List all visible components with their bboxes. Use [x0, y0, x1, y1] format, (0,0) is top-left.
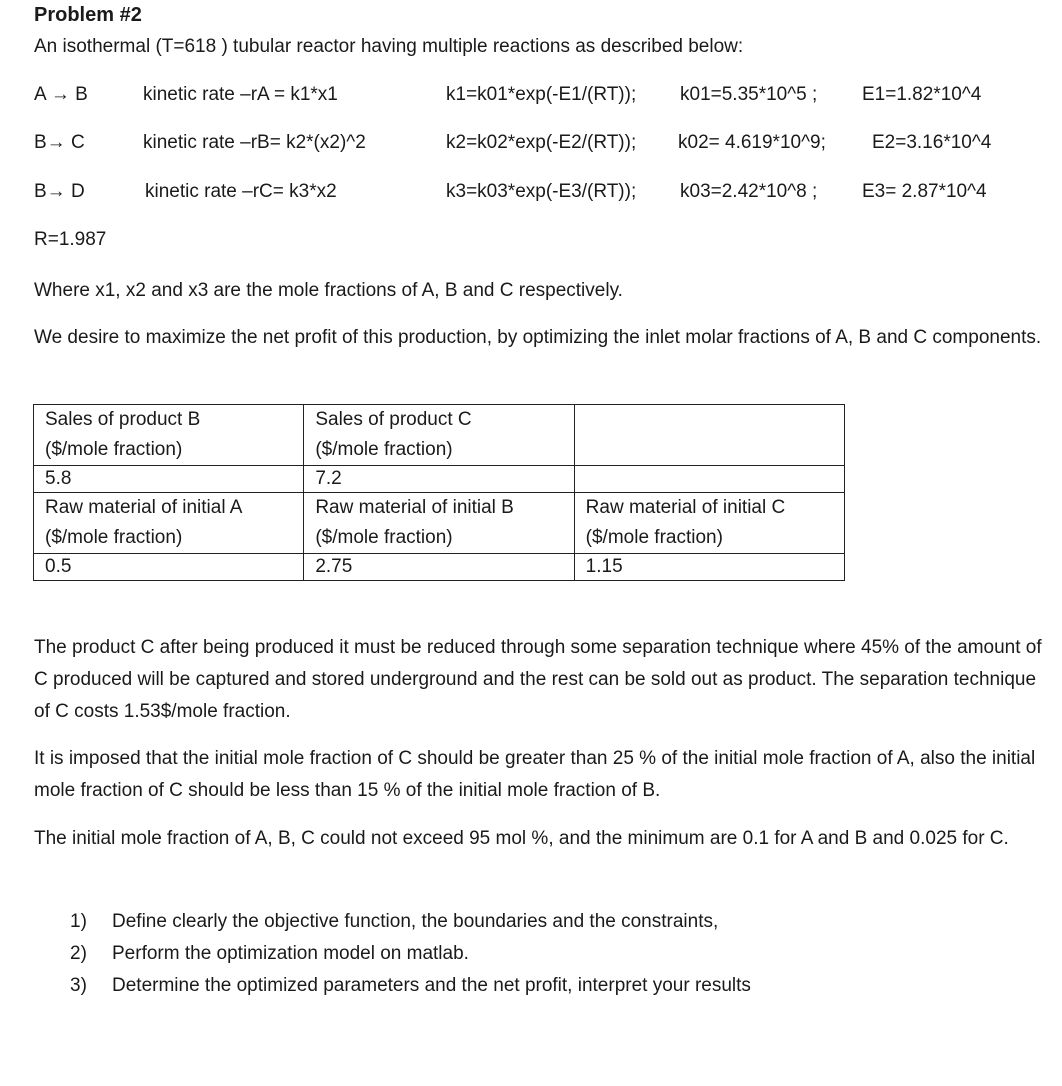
- reaction-rate: kinetic rate –rB= k2*(x2)^2: [143, 132, 366, 153]
- table-row: [34, 405, 845, 466]
- task-list: [70, 906, 751, 1002]
- rate-constant: k2=k02*exp(-E2/(RT));: [446, 132, 637, 153]
- table-row: [34, 554, 845, 581]
- table-cell: Sales of product B ($/mole fraction): [34, 405, 304, 466]
- intro-text: An isothermal (T=618 ) tubular reactor having multiple reactions as described below:: [34, 36, 744, 57]
- gas-constant: R=1.987: [34, 229, 107, 250]
- table-cell: 5.8: [34, 466, 304, 493]
- activation-energy: E3= 2.87*10^4: [862, 181, 987, 202]
- table-cell: Raw material of initial B ($/mole fraction): [304, 493, 574, 554]
- pre-exponential: k03=2.42*10^8 ;: [680, 181, 818, 202]
- reaction-rate: kinetic rate –rA = k1*x1: [143, 84, 338, 105]
- cost-table: [33, 404, 845, 581]
- table-row: [34, 466, 845, 493]
- objective-text: We desire to maximize the net profit of this production, by optimizing the inlet molar fractions of A, B and C components.: [34, 327, 1042, 348]
- rate-constant: k3=k03*exp(-E3/(RT));: [446, 181, 637, 202]
- table-cell: 2.75: [304, 554, 574, 581]
- list-item: [70, 970, 751, 1002]
- table-cell: [574, 466, 844, 493]
- table-cell: 7.2: [304, 466, 574, 493]
- activation-energy: E2=3.16*10^4: [872, 132, 992, 153]
- problem-title: Problem #2: [34, 4, 142, 26]
- table-row: [34, 493, 845, 554]
- pre-exponential: k01=5.35*10^5 ;: [680, 84, 818, 105]
- list-item: [70, 938, 751, 970]
- list-number: 1): [70, 911, 87, 932]
- pre-exponential: k02= 4.619*10^9;: [678, 132, 826, 153]
- table-cell: 1.15: [574, 554, 844, 581]
- table-cell: 0.5: [34, 554, 304, 581]
- reaction-rate: kinetic rate –rC= k3*x2: [145, 181, 337, 202]
- reaction-equation: A → B: [34, 84, 88, 105]
- table-cell: Sales of product C ($/mole fraction): [304, 405, 574, 466]
- separation-text: The product C after being produced it must be reduced through some separation technique where 45% of the amount of C produced will be captured and stored underground and the rest can be sold out as product. The separation technique of C costs 1.53$/mole fraction.: [34, 637, 1042, 722]
- list-number: 2): [70, 943, 87, 964]
- limits-text: The initial mole fraction of A, B, C could not exceed 95 mol %, and the minimum are 0.1 for A and B and 0.025 for C.: [34, 828, 1009, 849]
- table-cell: Raw material of initial A ($/mole fraction): [34, 493, 304, 554]
- where-text: Where x1, x2 and x3 are the mole fractions of A, B and C respectively.: [34, 280, 623, 301]
- list-text: Define clearly the objective function, the boundaries and the constraints,: [112, 911, 719, 932]
- table-cell: Raw material of initial C ($/mole fraction): [574, 493, 844, 554]
- constraint-text: It is imposed that the initial mole fraction of C should be greater than 25 % of the initial mole fraction of A, also the initial mole fraction of C should be less than 15 % of the initial mole fraction of B.: [34, 748, 1036, 801]
- table-cell: [574, 405, 844, 466]
- list-text: Determine the optimized parameters and the net profit, interpret your results: [112, 975, 751, 996]
- list-text: Perform the optimization model on matlab.: [112, 943, 469, 964]
- rate-constant: k1=k01*exp(-E1/(RT));: [446, 84, 637, 105]
- reaction-equation: B→ C: [34, 132, 85, 153]
- list-number: 3): [70, 975, 87, 996]
- activation-energy: E1=1.82*10^4: [862, 84, 982, 105]
- reaction-equation: B→ D: [34, 181, 85, 202]
- list-item: [70, 906, 751, 938]
